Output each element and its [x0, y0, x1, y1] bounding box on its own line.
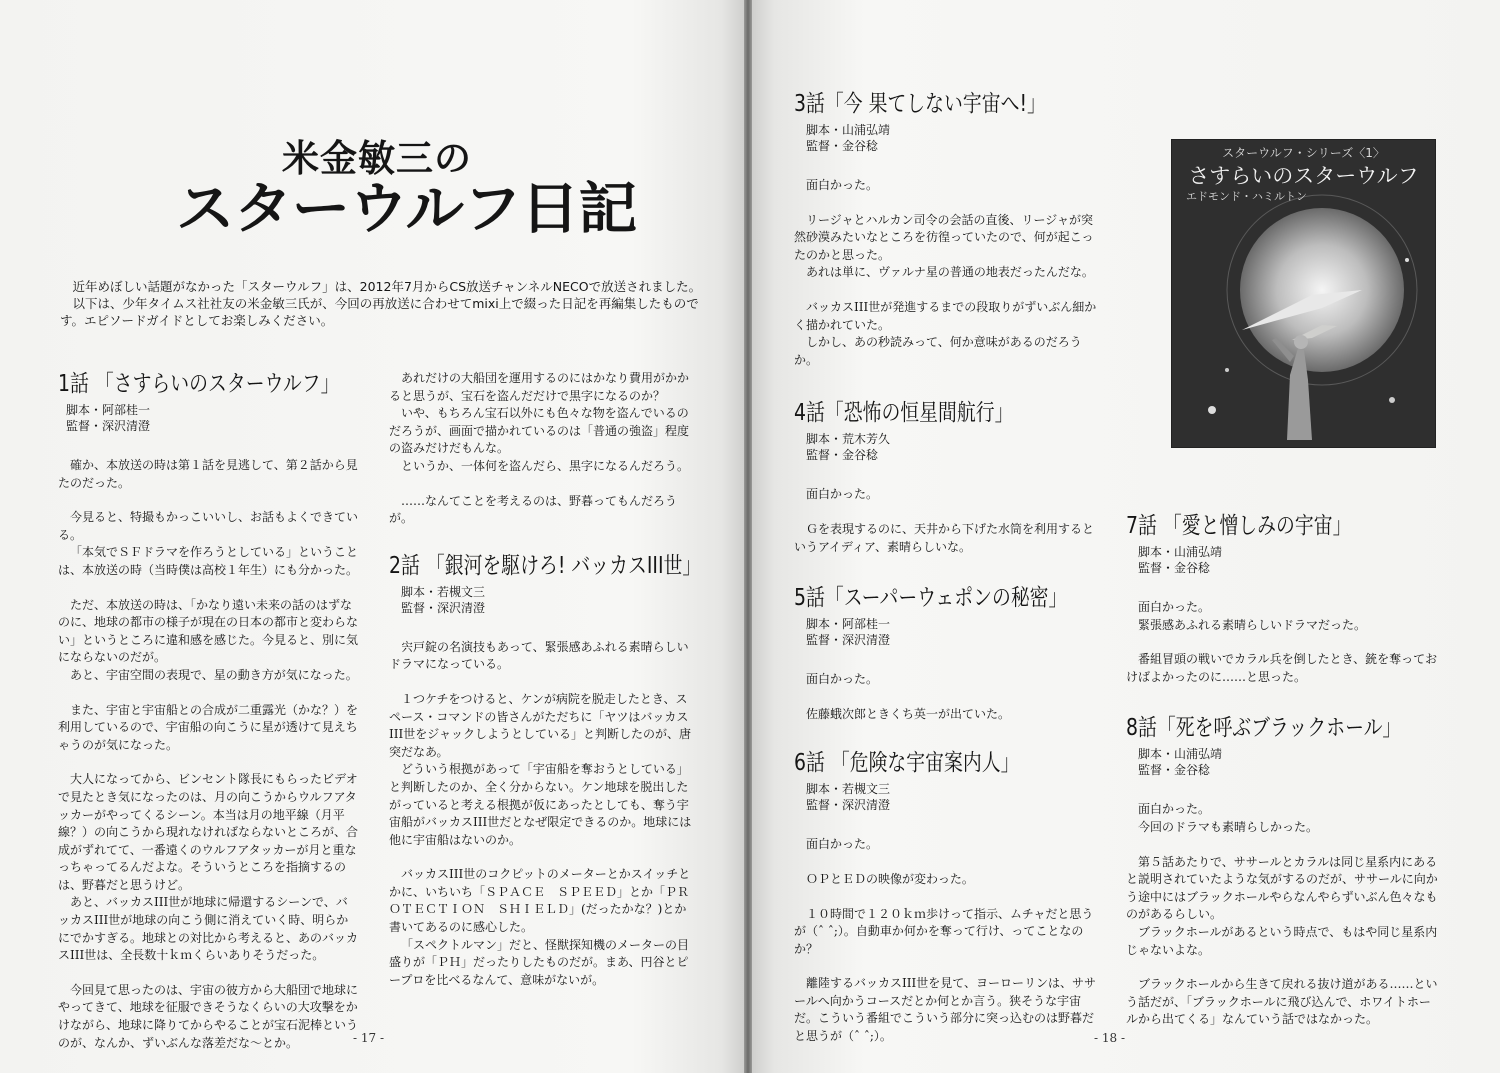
episode-7	[1126, 512, 1440, 576]
book-author: エドモンド・ハミルトン	[1186, 190, 1307, 203]
body-paragraph: 緊張感あふれる素晴らしいドラマだった。	[1138, 617, 1367, 632]
body-paragraph: 面白かった。	[806, 178, 879, 192]
body-paragraph: どういう根拠があって「宇宙船を奪おうとしている」と判断したのか、全く分からない。ケン地球を脱出したがっていると考える根拠が仮にあったとしても、奪う宇宙船がバッカスIII世だとなぜ限定できるのか。地球には他に宇宙船はないのか。	[389, 762, 692, 847]
title-line-1: 米金敏三の	[282, 137, 472, 180]
body-paragraph: 確か、本放送の時は第１話を見逃して、第２話から見たのだった。	[58, 458, 358, 490]
episode-script-credit: 脚本・山浦弘靖	[1138, 545, 1223, 559]
episode-6	[794, 749, 1098, 813]
episode-director-credit: 監督・深沢清澄	[401, 600, 486, 615]
episode-script-credit: 脚本・阿部桂一	[66, 403, 151, 417]
page-number: - 17 -	[353, 1031, 385, 1045]
episode-title: 5話「スーパーウェポンの秘密」	[794, 585, 1068, 612]
body-paragraph: 面白かった。	[806, 672, 879, 687]
body-paragraph: 面白かった。	[1138, 802, 1211, 817]
body-paragraph: あと、宇宙空間の表現で、星の動き方が気になった。	[70, 667, 358, 682]
body-paragraph: 宍戸錠の名演技もあって、緊張感あふれる素晴らしいドラマになっている。	[389, 639, 689, 672]
right-column-2	[1126, 512, 1440, 1029]
episode-title: 2話 「銀河を駆けろ! バッカスIII世」	[389, 552, 702, 579]
body-paragraph: ブラックホールがあるという時点で、もはや同じ星系内じゃないよな。	[1126, 924, 1438, 957]
body-paragraph: リージャとハルカン司令の会話の直後、リージャが突然砂漠みたいなところを彷徨っていたので、何が起こったのかと思った。	[794, 212, 1094, 262]
page-17	[0, 0, 744, 1073]
left-column-2	[389, 370, 702, 989]
body-paragraph: ブラックホールから生きて戻れる抜け道がある……という話だが、「ブラックホールに飛び込んで、ホワイトホールから出てくる」なんていう話ではなかった。	[1126, 977, 1438, 1027]
body-paragraph: ＯＰとＥＤの映像が変わった。	[806, 871, 974, 886]
body-paragraph: しかし、あの秒読みって、何か意味があるのだろうか。	[794, 335, 1082, 367]
episode-5-body	[794, 671, 1098, 723]
episode-6-body	[794, 836, 1098, 1045]
intro-text	[60, 278, 710, 329]
body-paragraph: というか、一体何を盗んだら、黒字になるんだろう。	[401, 458, 690, 473]
body-paragraph: いや、もちろん宝石以外にも色々な物を盗んでいるのだろうが、画面で描かれているのは「普通の強盗」程度の盗みだけだもんな。	[389, 406, 690, 456]
episode-8-body	[1126, 801, 1440, 1029]
episode-script-credit: 脚本・山浦弘靖	[806, 123, 891, 137]
right-column-1	[794, 90, 1098, 1046]
episode-1-body	[58, 457, 358, 1052]
body-paragraph: 離陸するバッカスIII世を見て、ヨーローリンは、ササールへ向かうコースだとか何とか言う。狭そうな宇宙だ。こういう番組でこういう部分に突っ込むのは野暮だと思うが（ˆ ˆ;）。	[794, 976, 1096, 1044]
title-line-2: スターウルフ日記	[176, 177, 637, 242]
body-paragraph: 面白かった。	[1138, 600, 1211, 614]
episode-script-credit: 脚本・荒木芳久	[806, 432, 891, 447]
book-series-label: スターウルフ・シリーズ〈1〉	[1222, 146, 1385, 160]
body-paragraph: また、宇宙と宇宙船との合成が二重露光（かな？）を利用しているので、宇宙船の向こうに星が透けて見えちゃうのが気になった。	[58, 702, 359, 752]
episode-script-credit: 脚本・若槻文三	[806, 782, 891, 797]
episode-4	[794, 399, 1098, 463]
episode-5	[794, 584, 1098, 648]
episode-title: 3話「今 果てしない宇宙へ!」	[794, 91, 1046, 117]
body-paragraph: バッカスIII世が発進するまでの段取りがずいぶん細かく描かれていた。	[794, 299, 1097, 332]
body-paragraph: 大人になってから、ビンセント隊長にもらったビデオで見たとき気になったのは、月の向こうからウルフアタッカーがやってくるシーン。本当は月の地平線（月平線？）の向こうから現れなければならないところが、合成がずれてて、一番遠くのウルフアタッカーが月と重なっちゃってるんだよな。そういうところを指摘するのは、野暮だと思うけど。	[58, 772, 359, 892]
episode-2	[389, 552, 702, 616]
body-paragraph: 「スペクトルマン」だと、怪獣探知機のメーターの目盛りが「ＰＨ」だったりしたものだが。まあ、円谷とピープロを比べるなんて、意味がないが。	[389, 937, 690, 987]
episode-script-credit: 脚本・山浦弘靖	[1138, 747, 1223, 762]
episode-title: 7話 「愛と憎しみの宇宙」	[1126, 513, 1352, 539]
episode-director-credit: 監督・金谷稔	[1138, 763, 1211, 778]
body-paragraph: 面白かった。	[806, 837, 879, 852]
body-paragraph: １０時間で１２０ｋｍ歩けって指示、ムチャだと思うが（ˆ ˆ;）。自動車か何かを奪って行け、ってことなのか？	[794, 906, 1094, 956]
episode-7-body	[1126, 599, 1440, 686]
episode-director-credit: 監督・深沢清澄	[66, 419, 151, 433]
episode-3	[794, 90, 1098, 154]
episode-4-body	[794, 486, 1098, 556]
body-paragraph: 今回見て思ったのは、宇宙の彼方から大船団で地球にやってきて、地球を征服できそうなくらいの大攻撃をかけながら、地球に降りてからやることが宝石泥棒というのが、なんか、ずいぶんな落差だな〜とか。	[58, 982, 359, 1050]
episode-title: 6話 「危険な宇宙案内人」	[794, 750, 1020, 777]
book-title: さすらいのスターウルフ	[1188, 164, 1419, 188]
episode-director-credit: 監督・金谷稔	[806, 139, 879, 153]
episode-title: 8話「死を呼ぶブラックホール」	[1126, 715, 1402, 742]
episode-script-credit: 脚本・阿部桂一	[806, 617, 891, 632]
episode-title: 4話「恐怖の恒星間航行」	[794, 400, 1014, 427]
episode-director-credit: 監督・深沢清澄	[806, 633, 891, 648]
episode-title: 1話 「さすらいのスターウルフ」	[58, 371, 340, 397]
book-cover-image	[1171, 139, 1436, 448]
episode-director-credit: 監督・金谷稔	[1138, 561, 1211, 575]
episode-1-continued	[389, 370, 695, 528]
body-paragraph: あれだけの大船団を運用するのにはかなり費用がかかると思うが、宝石を盗んだだけで黒字になるのか？	[389, 371, 690, 403]
body-paragraph: Ｇを表現するのに、天井から下げた水筒を利用するというアイディア、素晴らしいな。	[794, 521, 1095, 554]
body-paragraph: バッカスIII世のコクピットのメーターとかスイッチとかに、いちいち「ＳＰＡＣＥ ＳＰＥＥＤ」とか「ＰＲＯＴＥＣＴＩＯＮ ＳＨＩＥＬＤ」(だったかな？)とか書いてあるのに感心した。	[389, 867, 691, 935]
intro-paragraph: 以下は、少年タイムス社社友の米金敏三氏が、今回の再放送に合わせてmixi上で綴った日記を再編集したものです。エピソードガイドとしてお楽しみください。	[60, 296, 699, 328]
book-gutter	[744, 0, 752, 1073]
body-paragraph: 第５話あたりで、ササールとカラルは同じ星系内にあると説明されていたような気がするのだが、ササールに向かう途中にはブラックホールやらなんやらずいぶん色々なものがあるらしい。	[1126, 854, 1438, 922]
body-paragraph: 面白かった。	[806, 487, 879, 502]
body-paragraph: 佐藤蛾次郎ときくち英一が出ていた。	[806, 706, 1011, 721]
body-paragraph: 今見ると、特撮もかっこいいし、お話もよくできている。	[58, 510, 359, 542]
body-paragraph: ……なんてことを考えるのは、野暮ってもんだろうが。	[389, 493, 678, 526]
page-number: - 18 -	[1094, 1031, 1126, 1045]
episode-1	[58, 370, 358, 434]
body-paragraph: ただ、本放送の時は、「かなり遠い未来の話のはずなのに、地球の都市の様子が現在の日本の都市と変わらない」というところに違和感を感じた。今見ると、別に気にならないのだが。	[58, 597, 359, 665]
body-paragraph: 今回のドラマも素晴らしかった。	[1138, 819, 1319, 834]
episode-8	[1126, 714, 1440, 778]
body-paragraph: あと、バッカスIII世が地球に帰還するシーンで、バッカスIII世が地球の向こう側に消えていく時、明らかにでかすぎる。地球との対比から考えると、あのバッカスIII世は、全長数十ｋｍくらいありそうだった。	[58, 895, 359, 963]
intro-paragraph: 近年めぼしい話題がなかった「スターウルフ」は、2012年7月からCS放送チャンネルNECOで放送されました。	[72, 279, 702, 294]
episode-3-body	[794, 177, 1098, 369]
left-column-1	[58, 370, 358, 1052]
episode-script-credit: 脚本・若槻文三	[401, 584, 486, 599]
body-paragraph: 「本気でＳＦドラマを作ろうとしている」ということは、本放送の時（当時僕は高校１年生）にも分かった。	[58, 545, 359, 577]
body-paragraph: 番組冒頭の戦いでカラル兵を倒したとき、銃を奪っておけばよかったのに……と思った。	[1126, 652, 1438, 684]
body-paragraph: あれは単に、ヴァルナ星の普通の地表だったんだな。	[806, 265, 1094, 280]
episode-2-body	[389, 639, 695, 990]
episode-director-credit: 監督・深沢清澄	[806, 798, 891, 813]
episode-director-credit: 監督・金谷稔	[806, 448, 879, 463]
body-paragraph: １つケチをつけると、ケンが病院を脱走したとき、スペース・コマンドの皆さんがただちに「ヤツはバッカスIII世をジャックしようとしている」と判断したのが、唐突だなあ。	[389, 691, 691, 759]
